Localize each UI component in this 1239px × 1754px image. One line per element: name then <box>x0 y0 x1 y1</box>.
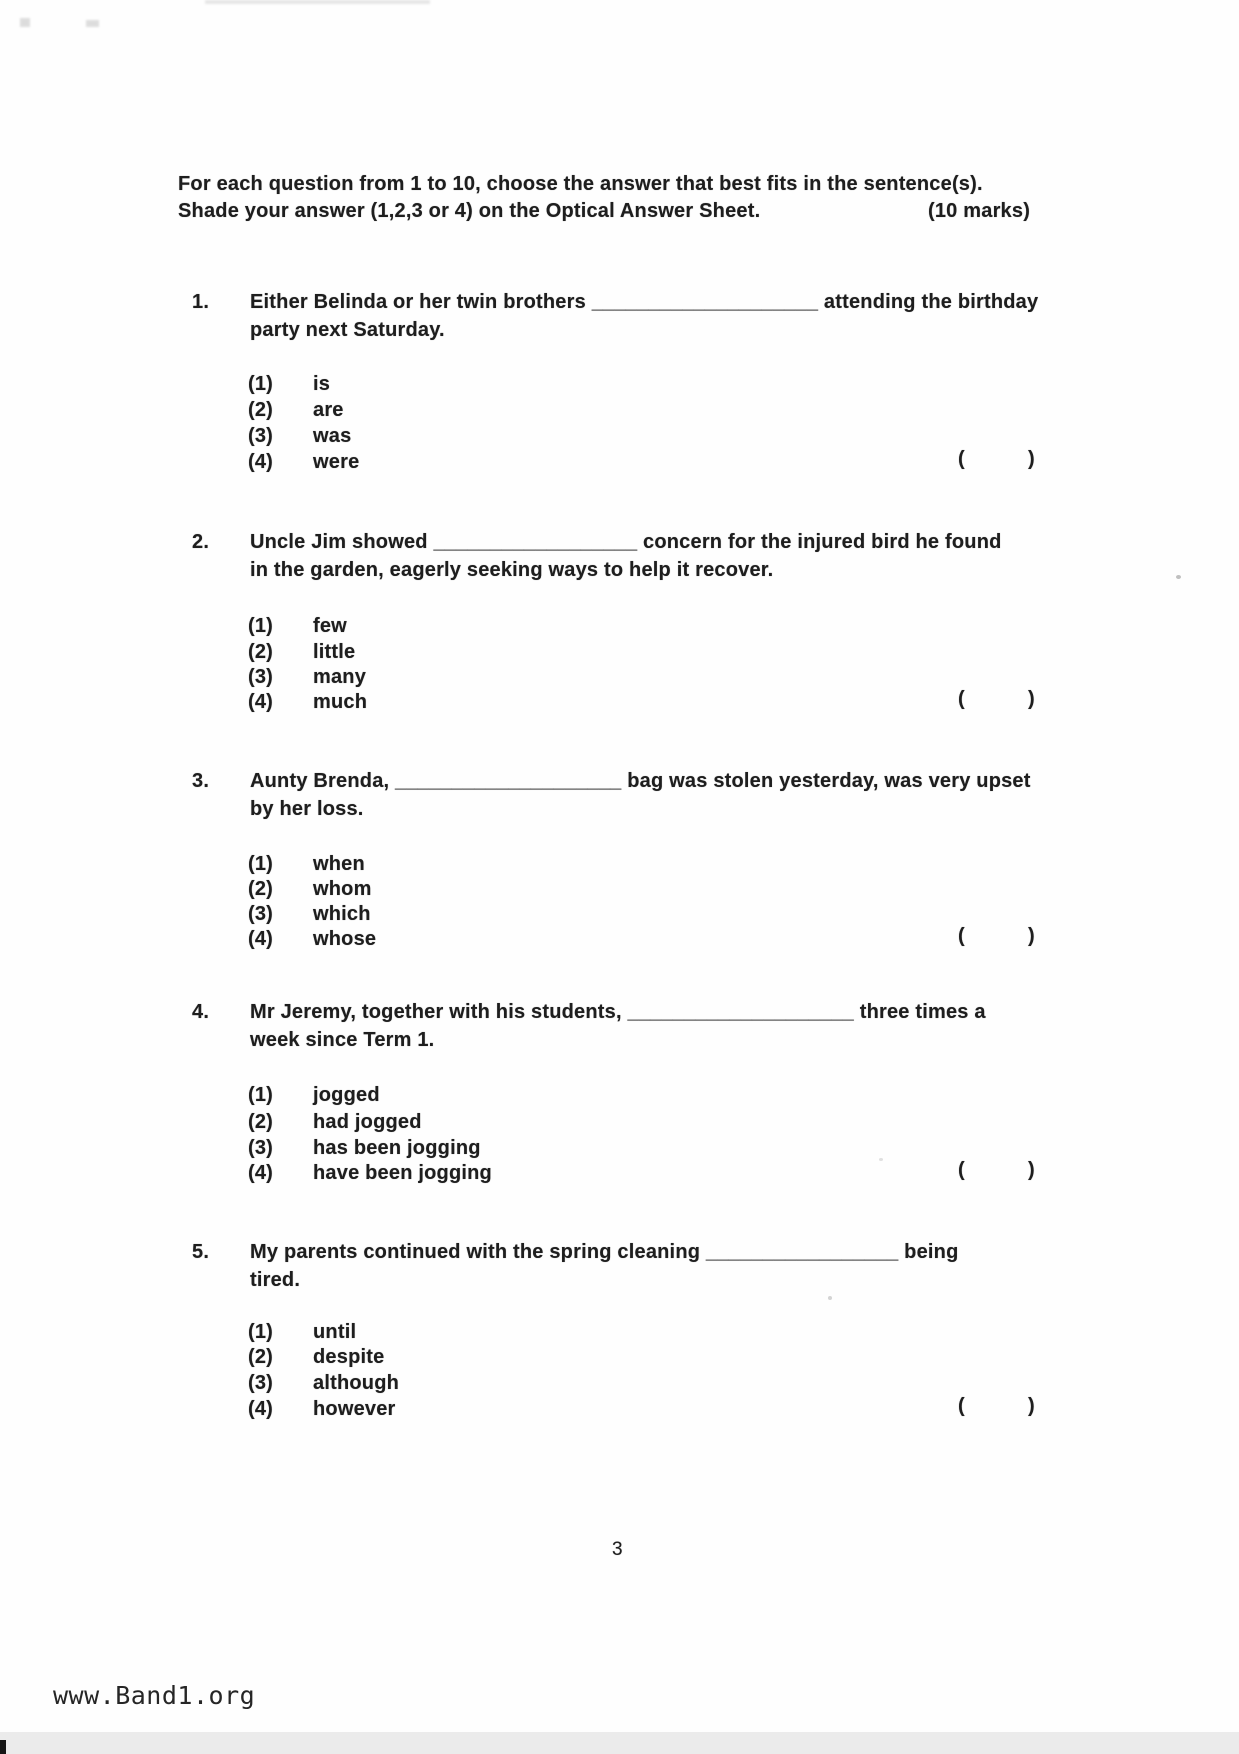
answer-bracket-close: ) <box>1028 448 1035 470</box>
question-sentence-line2: in the garden, eagerly seeking ways to help it recover. <box>250 559 774 581</box>
option-number: (1) <box>248 615 274 637</box>
option-number: (4) <box>248 928 274 950</box>
option-number: (1) <box>248 853 274 875</box>
option-text: whom <box>313 878 372 900</box>
option-number: (4) <box>248 451 274 473</box>
answer-bracket-close: ) <box>1028 925 1035 947</box>
option-text: jogged <box>313 1084 380 1106</box>
answer-bracket-close: ) <box>1028 1159 1035 1181</box>
question-sentence-line1: Aunty Brenda, ____________________ bag was stolen yesterday, was very upset <box>250 770 1031 792</box>
question-number: 1. <box>192 291 210 313</box>
option-text: when <box>313 853 365 875</box>
option-number: (3) <box>248 425 274 447</box>
option-number: (3) <box>248 666 274 688</box>
scan-streak <box>205 0 430 4</box>
answer-bracket-close: ) <box>1028 688 1035 710</box>
question-sentence-line1: My parents continued with the spring cleaning _________________ being <box>250 1241 959 1263</box>
option-text: is <box>313 373 331 395</box>
option-text: are <box>313 399 344 421</box>
option-text: little <box>313 641 356 663</box>
answer-bracket-close: ) <box>1028 1395 1035 1417</box>
question-sentence-line1: Either Belinda or her twin brothers ____________________ attending the birthday <box>250 291 1039 313</box>
option-text: was <box>313 425 352 447</box>
option-number: (2) <box>248 1346 274 1368</box>
option-number: (2) <box>248 1111 274 1133</box>
answer-bracket-open: ( <box>958 688 965 710</box>
option-text: were <box>313 451 360 473</box>
option-text: despite <box>313 1346 385 1368</box>
option-text: however <box>313 1398 396 1420</box>
scan-bottom-band <box>0 1732 1239 1754</box>
option-text: until <box>313 1321 357 1343</box>
scan-smudge <box>86 20 99 27</box>
question-number: 2. <box>192 531 210 553</box>
option-text: much <box>313 691 368 713</box>
option-number: (2) <box>248 878 274 900</box>
option-text: have been jogging <box>313 1162 492 1184</box>
answer-bracket-open: ( <box>958 925 965 947</box>
question-sentence-line1: Uncle Jim showed __________________ concern for the injured bird he found <box>250 531 1002 553</box>
option-number: (1) <box>248 373 274 395</box>
option-number: (2) <box>248 641 274 663</box>
marks-label: (10 marks) <box>928 200 1031 222</box>
scan-smudge <box>20 18 30 27</box>
scan-dot <box>828 1296 832 1300</box>
option-number: (4) <box>248 1398 274 1420</box>
scan-dot <box>879 1158 883 1161</box>
question-number: 3. <box>192 770 210 792</box>
answer-bracket-open: ( <box>958 1159 965 1181</box>
instructions-line2: Shade your answer (1,2,3 or 4) on the Optical Answer Sheet. <box>178 200 761 222</box>
question-sentence-line2: tired. <box>250 1269 301 1291</box>
option-number: (4) <box>248 691 274 713</box>
question-sentence-line1: Mr Jeremy, together with his students, ____________________ three times a <box>250 1001 986 1023</box>
option-number: (3) <box>248 903 274 925</box>
option-number: (2) <box>248 399 274 421</box>
question-sentence-line2: week since Term 1. <box>250 1029 435 1051</box>
page-number: 3 <box>612 1539 623 1560</box>
option-text: although <box>313 1372 400 1394</box>
answer-bracket-open: ( <box>958 1395 965 1417</box>
option-number: (3) <box>248 1137 274 1159</box>
option-number: (1) <box>248 1321 274 1343</box>
answer-bracket-open: ( <box>958 448 965 470</box>
scan-corner-notch <box>0 1740 6 1754</box>
question-sentence-line2: by her loss. <box>250 798 364 820</box>
question-sentence-line2: party next Saturday. <box>250 319 445 341</box>
option-number: (4) <box>248 1162 274 1184</box>
option-number: (3) <box>248 1372 274 1394</box>
option-text: has been jogging <box>313 1137 481 1159</box>
option-number: (1) <box>248 1084 274 1106</box>
instructions-line1: For each question from 1 to 10, choose the answer that best fits in the sentence(s). <box>178 173 983 195</box>
option-text: which <box>313 903 371 925</box>
option-text: whose <box>313 928 377 950</box>
option-text: few <box>313 615 347 637</box>
question-number: 5. <box>192 1241 210 1263</box>
question-number: 4. <box>192 1001 210 1023</box>
option-text: had jogged <box>313 1111 422 1133</box>
watermark: www.Band1.org <box>53 1681 256 1710</box>
scan-dot <box>1176 575 1181 579</box>
option-text: many <box>313 666 367 688</box>
